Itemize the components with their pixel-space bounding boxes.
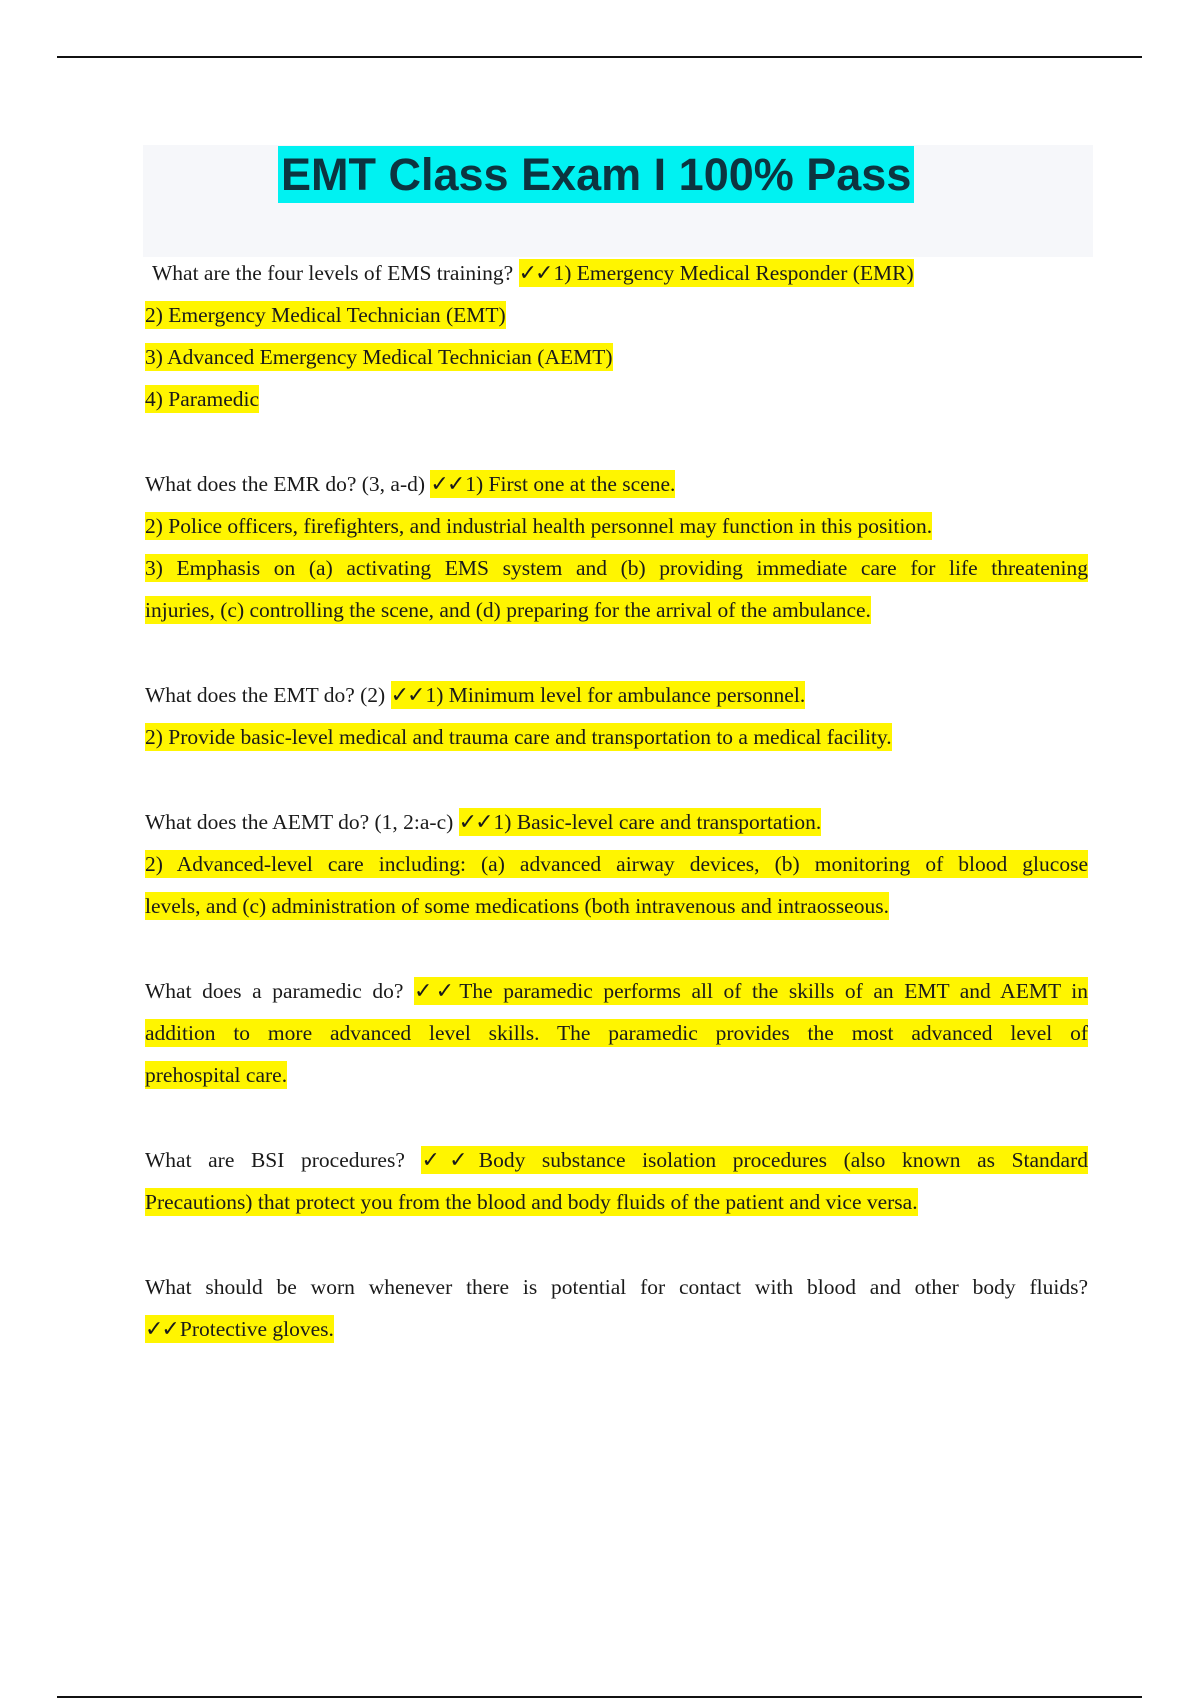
qa-item: [145, 463, 1088, 631]
check-icon: ✓✓: [458, 810, 492, 835]
answer-text: 2) Provide basic-level medical and trauma care and transportation to a medical facility.: [145, 725, 892, 749]
qa-item: [145, 801, 1088, 927]
answer-line: [145, 885, 1088, 927]
check-icon: ✓✓: [145, 1317, 178, 1342]
answer-highlight: [145, 1315, 334, 1343]
answer-text: 2) Advanced-level care including: (a) advanced airway devices, (b) monitoring of blood glucose: [145, 852, 1088, 876]
check-icon: ✓✓: [413, 979, 458, 1004]
answer-text: Protective gloves.: [179, 1317, 334, 1341]
question-text: What are the four levels of EMS training?: [152, 261, 514, 285]
answer-line: [145, 336, 1088, 378]
qa-list: [145, 252, 1088, 1393]
qa-question-line: [145, 801, 1088, 843]
answer-line: [145, 1308, 1088, 1350]
answer-text: 1) First one at the scene.: [465, 472, 676, 496]
answer-text: Precautions) that protect you from the blood and body fluids of the patient and vice versa.: [145, 1190, 918, 1214]
answer-text: 3) Emphasis on (a) activating EMS system and (b) providing immediate care for life threatening: [145, 556, 1088, 580]
answer-text: 2) Emergency Medical Technician (EMT): [145, 303, 506, 327]
check-icon: ✓✓: [430, 472, 464, 497]
answer-line: [145, 378, 1088, 420]
answer-line: [145, 294, 1088, 336]
question-text: What does the EMT do? (2): [145, 683, 386, 707]
question-text: What does the EMR do? (3, a-d): [145, 472, 426, 496]
check-icon: ✓✓: [390, 683, 424, 708]
answer-highlight: [421, 1146, 1088, 1174]
qa-item: [145, 252, 1088, 420]
bottom-rule: [57, 1696, 1142, 1698]
answer-line: [145, 505, 1088, 547]
qa-question-line: [145, 252, 1088, 294]
check-icon: ✓✓: [518, 261, 552, 286]
qa-item: [145, 1139, 1088, 1223]
answer-line: [145, 589, 1088, 631]
answer-text: 1) Minimum level for ambulance personnel.: [425, 683, 806, 707]
top-rule: [57, 56, 1142, 58]
question-text: What are BSI procedures?: [145, 1148, 405, 1172]
qa-question-line: [145, 1139, 1088, 1181]
answer-line: [145, 843, 1088, 885]
answer-text: addition to more advanced level skills. The paramedic provides the most advanced level of: [145, 1021, 1088, 1045]
qa-item: [145, 1266, 1088, 1350]
qa-question-line: [145, 1266, 1088, 1308]
answer-highlight: [519, 259, 914, 287]
answer-text: The paramedic performs all of the skills of an EMT and AEMT in: [459, 979, 1088, 1003]
answer-line: [145, 716, 1088, 758]
check-icon: ✓✓: [421, 1148, 477, 1173]
answer-highlight: [414, 977, 1088, 1005]
answer-highlight: [430, 470, 675, 498]
answer-text: Body substance isolation procedures (also known as Standard: [478, 1148, 1088, 1172]
qa-question-line: [145, 463, 1088, 505]
answer-line: [145, 1054, 1088, 1096]
question-text: What does the AEMT do? (1, 2:a-c): [145, 810, 454, 834]
answer-line: [145, 1012, 1088, 1054]
answer-highlight: [391, 681, 806, 709]
answer-text: 3) Advanced Emergency Medical Technician (AEMT): [145, 345, 613, 369]
qa-item: [145, 970, 1088, 1096]
answer-text: prehospital care.: [145, 1063, 288, 1087]
question-text: What does a paramedic do?: [145, 979, 404, 1003]
document-title: EMT Class Exam I 100% Pass: [278, 146, 914, 203]
qa-question-line: [145, 674, 1088, 716]
answer-highlight: [459, 808, 822, 836]
answer-line: [145, 1181, 1088, 1223]
qa-item: [145, 674, 1088, 758]
answer-text: injuries, (c) controlling the scene, and (d) preparing for the arrival of the ambulance.: [145, 598, 871, 622]
answer-line: [145, 547, 1088, 589]
question-text: What should be worn whenever there is potential for contact with blood and other body fluids?: [145, 1275, 1088, 1299]
answer-text: levels, and (c) administration of some medications (both intravenous and intraosseous.: [145, 894, 889, 918]
answer-text: 1) Basic-level care and transportation.: [493, 810, 822, 834]
qa-question-line: [145, 970, 1088, 1012]
answer-text: 1) Emergency Medical Responder (EMR): [553, 261, 914, 285]
answer-text: 2) Police officers, firefighters, and industrial health personnel may function in this position.: [145, 514, 933, 538]
answer-text: 4) Paramedic: [145, 387, 260, 411]
